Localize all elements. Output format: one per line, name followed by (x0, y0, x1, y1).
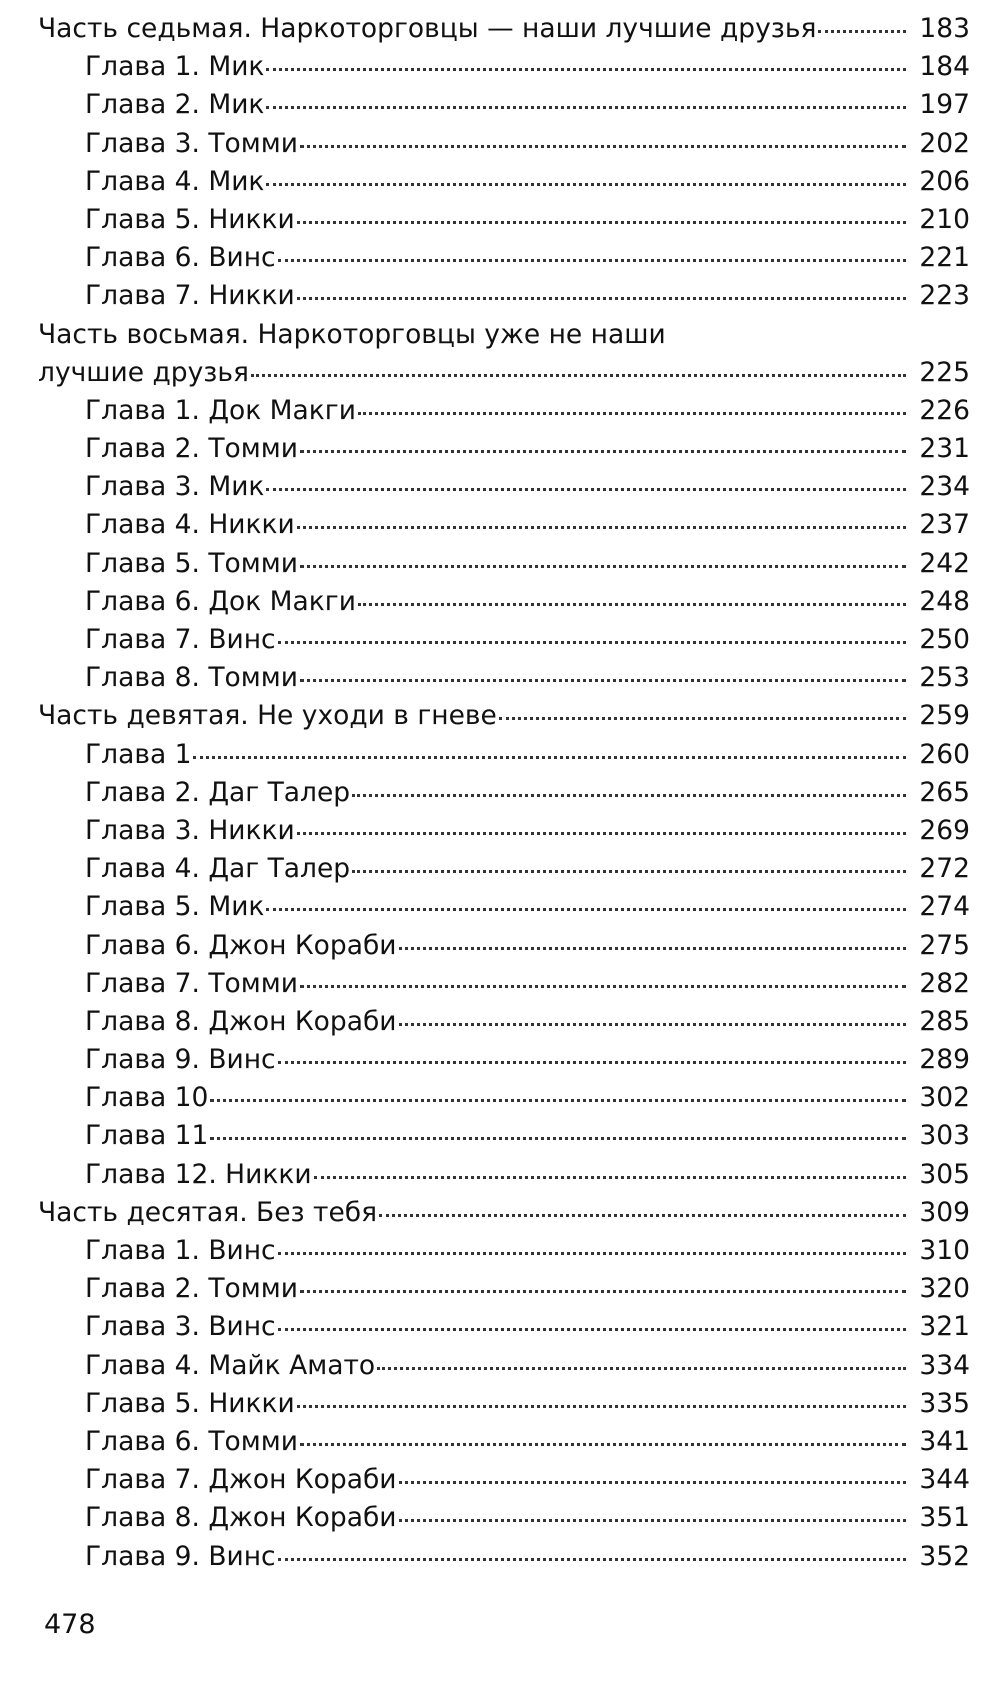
toc-leader-dots (300, 965, 906, 992)
toc-leader-dots (300, 660, 906, 687)
toc-leader-dots (399, 927, 906, 954)
toc-leader-dots (358, 392, 906, 419)
toc-page-number: 321 (919, 1311, 970, 1343)
toc-leader-dots (352, 774, 906, 801)
toc-chapter (38, 125, 970, 163)
toc-page-number: 275 (919, 929, 970, 961)
toc-leader-dots (278, 1042, 906, 1069)
toc-chapter-title: Глава 7. Джон Кораби (85, 1464, 397, 1496)
toc-chapter-title: Глава 5. Никки (85, 1387, 295, 1419)
toc-chapter (38, 506, 970, 544)
toc-chapter (38, 1308, 970, 1346)
toc-chapter (38, 430, 970, 468)
toc-page-number: 265 (919, 776, 970, 808)
toc-leader-dots (499, 698, 906, 725)
toc-leader-dots (399, 1003, 906, 1030)
toc-leader-dots (278, 1538, 906, 1565)
toc-page-number: 197 (919, 89, 970, 121)
toc-chapter (38, 1538, 970, 1576)
toc-page-number: 351 (919, 1502, 970, 1534)
toc-chapter-title: Глава 7. Винс (85, 624, 276, 655)
toc-leader-dots (266, 889, 906, 916)
toc-chapter (38, 659, 970, 697)
toc-chapter (38, 1423, 970, 1461)
toc-leader-dots (210, 1080, 906, 1107)
toc-page-number: 269 (919, 814, 970, 846)
toc-leader-dots (278, 240, 906, 267)
toc-leader-dots (251, 354, 906, 381)
toc-leader-dots (300, 1271, 906, 1298)
toc-chapter (38, 736, 970, 774)
toc-leader-dots (300, 545, 906, 572)
toc-part-title: Часть восьмая. Наркоторговцы уже не наши (38, 318, 666, 350)
toc-page-number: 248 (919, 585, 970, 617)
toc-leader-dots (210, 1118, 906, 1145)
toc-page-number: 226 (919, 394, 970, 426)
toc-leader-dots (399, 1462, 906, 1489)
toc-leader-dots (266, 163, 906, 190)
toc-part-7 (38, 10, 970, 48)
toc-leader-dots (399, 1500, 906, 1527)
toc-page-number: 320 (919, 1273, 970, 1305)
toc-chapter-title: Глава 3. Томми (85, 127, 298, 159)
toc-page-number: 260 (919, 738, 970, 770)
toc-chapter (38, 1385, 970, 1423)
toc-page-number: 310 (919, 1235, 970, 1266)
toc-page-number: 253 (919, 662, 970, 694)
toc-chapter-title: Глава 12. Никки (85, 1158, 312, 1190)
toc-leader-dots (297, 1385, 906, 1412)
toc-page-number: 305 (919, 1158, 970, 1190)
toc-page-number: 237 (919, 509, 970, 541)
toc-leader-dots (266, 469, 906, 496)
toc-chapter-title: Глава 4. Никки (85, 509, 295, 541)
toc-leader-dots (278, 622, 906, 649)
toc-page-number: 282 (919, 967, 970, 999)
toc-leader-dots (266, 49, 906, 76)
toc-chapter-title: Глава 3. Никки (85, 814, 295, 846)
toc-leader-dots (297, 812, 906, 839)
toc-leader-dots (379, 1194, 906, 1221)
toc-chapter-title: Глава 8. Томми (85, 662, 298, 694)
toc-chapter (38, 1003, 970, 1041)
toc-chapter (38, 1156, 970, 1194)
toc-chapter (38, 201, 970, 239)
toc-part-title: Часть девятая. Не уходи в гневе (38, 700, 497, 732)
toc-leader-dots (358, 583, 906, 610)
toc-page-number: 231 (919, 433, 970, 465)
toc-chapter-title: Глава 11 (85, 1120, 209, 1152)
toc-chapter-title: Глава 1. Док Макги (85, 394, 356, 426)
toc-chapter-title: Глава 6. Док Макги (85, 585, 356, 617)
toc-leader-dots (297, 507, 906, 534)
toc-chapter-title: Глава 5. Мик (85, 891, 265, 923)
toc-chapter-title: Глава 3. Винс (85, 1311, 276, 1343)
toc-chapter (38, 163, 970, 201)
toc-leader-dots (377, 1347, 906, 1374)
toc-chapter (38, 850, 970, 888)
toc-page-number: 234 (919, 471, 970, 503)
toc-chapter-title: Глава 8. Джон Кораби (85, 1005, 397, 1037)
toc-chapter (38, 1079, 970, 1117)
toc-chapter (38, 277, 970, 315)
toc-leader-dots (266, 87, 906, 114)
toc-part-title-continued: лучшие друзья (38, 356, 249, 388)
toc-chapter (38, 86, 970, 124)
toc-page-number: 272 (919, 853, 970, 885)
toc-chapter-title: Глава 6. Томми (85, 1425, 298, 1457)
toc-leader-dots (314, 1156, 906, 1183)
toc-page-number: 303 (919, 1120, 970, 1152)
toc-chapter-title: Глава 2. Мик (85, 89, 265, 121)
toc-chapter-title: Глава 9. Винс (85, 1044, 276, 1076)
toc-part-title: Часть седьмая. Наркоторговцы — наши лучшие друзья (38, 13, 817, 44)
toc-page-number: 344 (919, 1464, 970, 1496)
toc-page-number: 210 (919, 203, 970, 235)
toc-chapter (38, 1232, 970, 1270)
toc-part-9 (38, 697, 970, 735)
toc-chapter-title: Глава 9. Винс (85, 1540, 276, 1572)
toc-chapter (38, 774, 970, 812)
toc-chapter (38, 48, 970, 86)
toc-page-number: 225 (919, 356, 970, 388)
toc-chapter-title: Глава 2. Томми (85, 433, 298, 465)
toc-page-number: 206 (919, 165, 970, 197)
toc-chapter (38, 965, 970, 1003)
toc-chapter-title: Глава 5. Никки (85, 203, 295, 235)
toc-chapter (38, 545, 970, 583)
toc-leader-dots (278, 1309, 906, 1336)
toc-chapter-title: Глава 1. Мик (85, 51, 265, 83)
toc-chapter (38, 1270, 970, 1308)
toc-page-number: 289 (919, 1044, 970, 1076)
toc-page-number: 250 (919, 624, 970, 655)
toc-chapter (38, 1499, 970, 1537)
toc-chapter (38, 583, 970, 621)
toc-leader-dots (297, 278, 906, 305)
toc-chapter-title: Глава 7. Никки (85, 280, 295, 312)
toc-page-number: 309 (919, 1196, 970, 1228)
table-of-contents (38, 10, 970, 1576)
toc-chapter (38, 1041, 970, 1079)
toc-page-number: 341 (919, 1425, 970, 1457)
toc-chapter (38, 1461, 970, 1499)
toc-chapter-title: Глава 2. Томми (85, 1273, 298, 1305)
toc-part-10 (38, 1194, 970, 1232)
toc-chapter-title: Глава 7. Томми (85, 967, 298, 999)
toc-chapter-title: Глава 10 (85, 1082, 209, 1114)
toc-page-number: 183 (919, 13, 970, 44)
toc-chapter (38, 392, 970, 430)
toc-leader-dots (300, 125, 906, 152)
toc-leader-dots (818, 11, 906, 38)
toc-chapter (38, 468, 970, 506)
toc-part-8-line-1 (38, 316, 970, 354)
toc-page-number: 334 (919, 1349, 970, 1381)
toc-chapter (38, 1117, 970, 1155)
toc-leader-dots (193, 736, 906, 763)
toc-page-number: 221 (919, 242, 970, 274)
toc-chapter-title: Глава 6. Винс (85, 242, 276, 274)
toc-chapter (38, 1347, 970, 1385)
toc-leader-dots (297, 201, 906, 228)
toc-page-number: 242 (919, 547, 970, 579)
toc-chapter (38, 888, 970, 926)
toc-chapter (38, 621, 970, 659)
toc-leader-dots (300, 431, 906, 458)
toc-part-title: Часть десятая. Без тебя (38, 1196, 378, 1228)
toc-chapter-title: Глава 1. Винс (85, 1235, 276, 1266)
toc-page-number: 302 (919, 1082, 970, 1114)
toc-page-number: 259 (919, 700, 970, 732)
toc-leader-dots (300, 1423, 906, 1450)
toc-chapter-title: Глава 4. Мик (85, 165, 265, 197)
toc-page-number: 274 (919, 891, 970, 923)
toc-chapter-title: Глава 2. Даг Талер (85, 776, 351, 808)
toc-page-number: 223 (919, 280, 970, 312)
toc-page-number: 335 (919, 1387, 970, 1419)
toc-chapter-title: Глава 3. Мик (85, 471, 265, 503)
toc-page-number: 352 (919, 1540, 970, 1572)
page-folio-number: 478 (44, 1609, 96, 1640)
toc-chapter-title: Глава 4. Майк Амато (85, 1349, 376, 1381)
toc-chapter (38, 812, 970, 850)
toc-chapter-title: Глава 4. Даг Талер (85, 853, 351, 885)
toc-leader-dots (278, 1233, 906, 1260)
toc-chapter (38, 239, 970, 277)
toc-leader-dots (352, 851, 906, 878)
toc-page-number: 202 (919, 127, 970, 159)
toc-part-8-line-2 (38, 354, 970, 392)
toc-chapter (38, 927, 970, 965)
toc-chapter-title: Глава 8. Джон Кораби (85, 1502, 397, 1534)
toc-chapter-title: Глава 1 (85, 738, 192, 770)
toc-page-number: 184 (919, 51, 970, 83)
toc-page-number: 285 (919, 1005, 970, 1037)
toc-chapter-title: Глава 5. Томми (85, 547, 298, 579)
toc-chapter-title: Глава 6. Джон Кораби (85, 929, 397, 961)
